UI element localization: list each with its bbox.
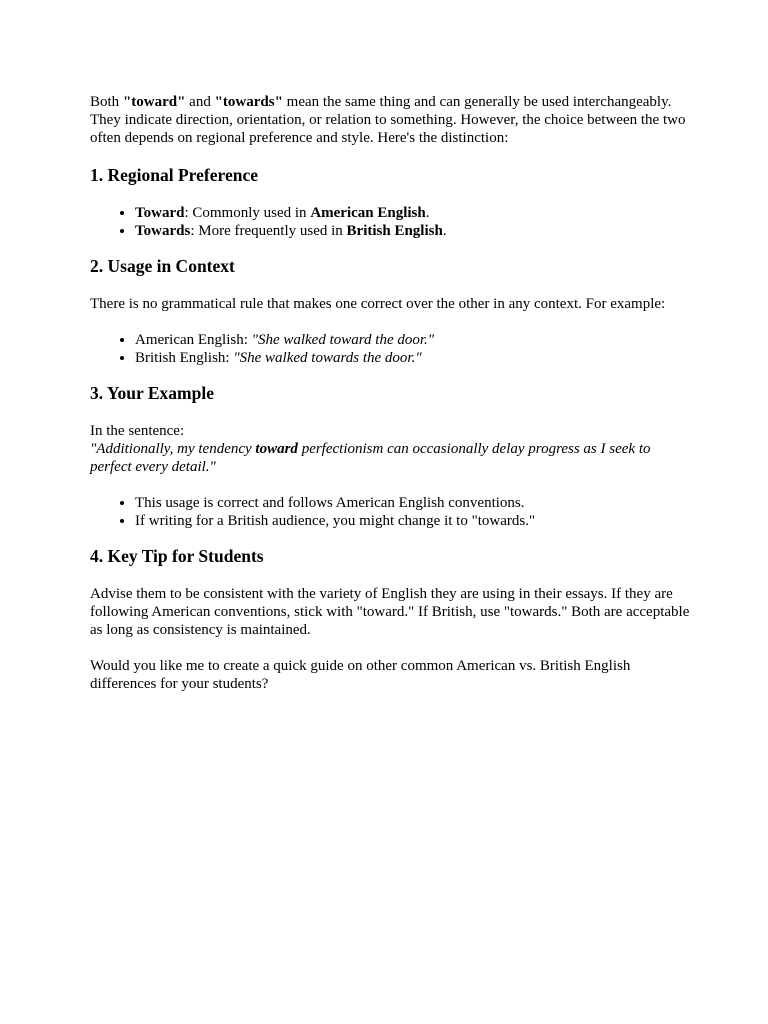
list-item: • This usage is correct and follows American English conventions. <box>135 494 690 512</box>
intro-paragraph: Both "toward" and "towards" mean the same thing and can generally be used interchangeably. They indicate direction, orientation, or relation to something. However, the choice between the two often depends on regional preference and style. Here's the distinction: <box>90 94 686 146</box>
tip-paragraph: Advise them to be consistent with the variety of English they are using in their essays. If they are following American conventions, stick with "toward." If British, use "towards." Both are acceptable as long as consistency is maintained. <box>90 586 690 638</box>
section-heading-example: 3. Your Example <box>90 383 214 403</box>
example-list <box>90 494 690 530</box>
term-toward: "toward" <box>122 94 186 110</box>
list-item: • Toward: Commonly used in American English. <box>135 204 690 222</box>
list-item: • American English: "She walked toward the door." <box>135 331 690 349</box>
example-sentence: "Additionally, my tendency toward perfectionism can occasionally delay progress as I seek to perfect every detail." <box>90 441 651 475</box>
section-heading-regional: 1. Regional Preference <box>90 165 258 185</box>
sentence-label: In the sentence: <box>90 423 185 439</box>
closing-paragraph: Would you like me to create a quick guide on other common American vs. British English differences for your students? <box>90 658 631 692</box>
term-towards: "towards" <box>214 94 283 110</box>
list-item: • If writing for a British audience, you might change it to "towards." <box>135 512 690 530</box>
list-item: • British English: "She walked towards the door." <box>135 349 690 367</box>
section-heading-tip: 4. Key Tip for Students <box>90 546 264 566</box>
document-body <box>90 93 690 711</box>
regional-list <box>90 204 690 240</box>
usage-list <box>90 331 690 367</box>
section-heading-usage: 2. Usage in Context <box>90 256 235 276</box>
usage-paragraph: There is no grammatical rule that makes one correct over the other in any context. For example: <box>90 296 666 312</box>
list-item: • Towards: More frequently used in British English. <box>135 222 690 240</box>
